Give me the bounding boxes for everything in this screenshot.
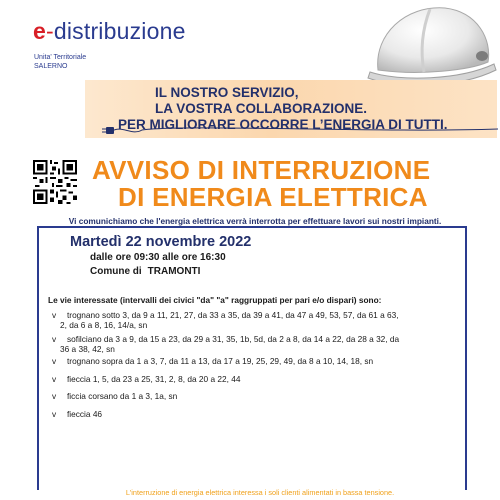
street-item: [52, 374, 457, 384]
bullet-check-icon: v: [52, 356, 57, 366]
logo-e: e: [33, 18, 46, 44]
unit-line-1: Unita' Territoriale: [34, 54, 87, 61]
street-line: fieccia 1, 5, da 23 a 25, 31, 2, 8, da 20 a 22, 44: [67, 374, 241, 384]
street-item: [52, 334, 457, 354]
brand-logo: [33, 18, 186, 45]
bullet-check-icon: v: [52, 391, 57, 401]
street-line-cont: 36 a 38, 42, sn: [60, 344, 115, 354]
bullet-check-icon: v: [52, 374, 57, 384]
outage-hours: dalle ore 09:30 alle ore 16:30: [90, 252, 226, 263]
street-item: [52, 409, 457, 419]
municipality-label: Comune di: [90, 266, 142, 277]
street-line: fieccia 46: [67, 409, 103, 419]
slogan-line-3: PER MIGLIORARE OCCORRE L’ENERGIA DI TUTTI.: [118, 117, 448, 132]
municipality-name: TRAMONTI: [147, 266, 201, 277]
outage-date: Martedì 22 novembre 2022: [70, 234, 252, 250]
footer-note: L'interruzione di energia elettrica interessa i soli clienti alimentati in bassa tensione.: [125, 488, 395, 497]
municipality: [90, 266, 200, 277]
qr-code: [33, 160, 77, 204]
bullet-check-icon: v: [52, 310, 57, 320]
title-line-1: AVVISO DI INTERRUZIONE: [92, 155, 431, 185]
logo-text: distribuzione: [53, 18, 186, 44]
street-item: [52, 391, 457, 401]
bullet-check-icon: v: [52, 409, 57, 419]
street-line: trognano sopra da 1 a 3, 7, da 11 a 13, da 17 a 19, 25, 29, 49, da 8 a 10, 14, 18, sn: [67, 356, 374, 366]
plug-cable-icon: [82, 122, 500, 138]
title-line-2: DI ENERGIA ELETTRICA: [118, 182, 428, 212]
notice-title: [92, 157, 487, 211]
street-item: [52, 356, 457, 366]
street-item: [52, 310, 457, 330]
streets-heading: Le vie interessate (intervalli dei civici "da" "a" raggruppati per pari e/o dispari) sono:: [48, 295, 382, 305]
street-line: ficcia corsano da 1 a 3, 1a, sn: [67, 391, 178, 401]
intro-text: Vi comunichiamo che l'energia elettrica verrà interrotta per effettuare lavori sui nostri impianti.: [68, 216, 442, 226]
bullet-check-icon: v: [52, 334, 57, 344]
territorial-unit: [34, 53, 86, 71]
street-line-cont: 2, da 6 a 8, 16, 14/a, sn: [60, 320, 148, 330]
unit-line-2: SALERNO: [34, 63, 68, 70]
slogan-line-1: IL NOSTRO SERVIZIO,: [155, 85, 299, 100]
street-line: sofilciano da 3 a 9, da 15 a 23, da 29 a 31, 35, 1b, 5d, da 2 a 8, da 14 a 22, da 28 a 32, da: [67, 334, 400, 344]
logo-dash: -: [46, 18, 54, 44]
slogan-line-2: LA VOSTRA COLLABORAZIONE.: [155, 101, 367, 116]
street-line: trognano sotto 3, da 9 a 11, 21, 27, da 33 a 35, da 39 a 41, da 47 a 49, 53, 57, da 61 a 63,: [67, 310, 399, 320]
